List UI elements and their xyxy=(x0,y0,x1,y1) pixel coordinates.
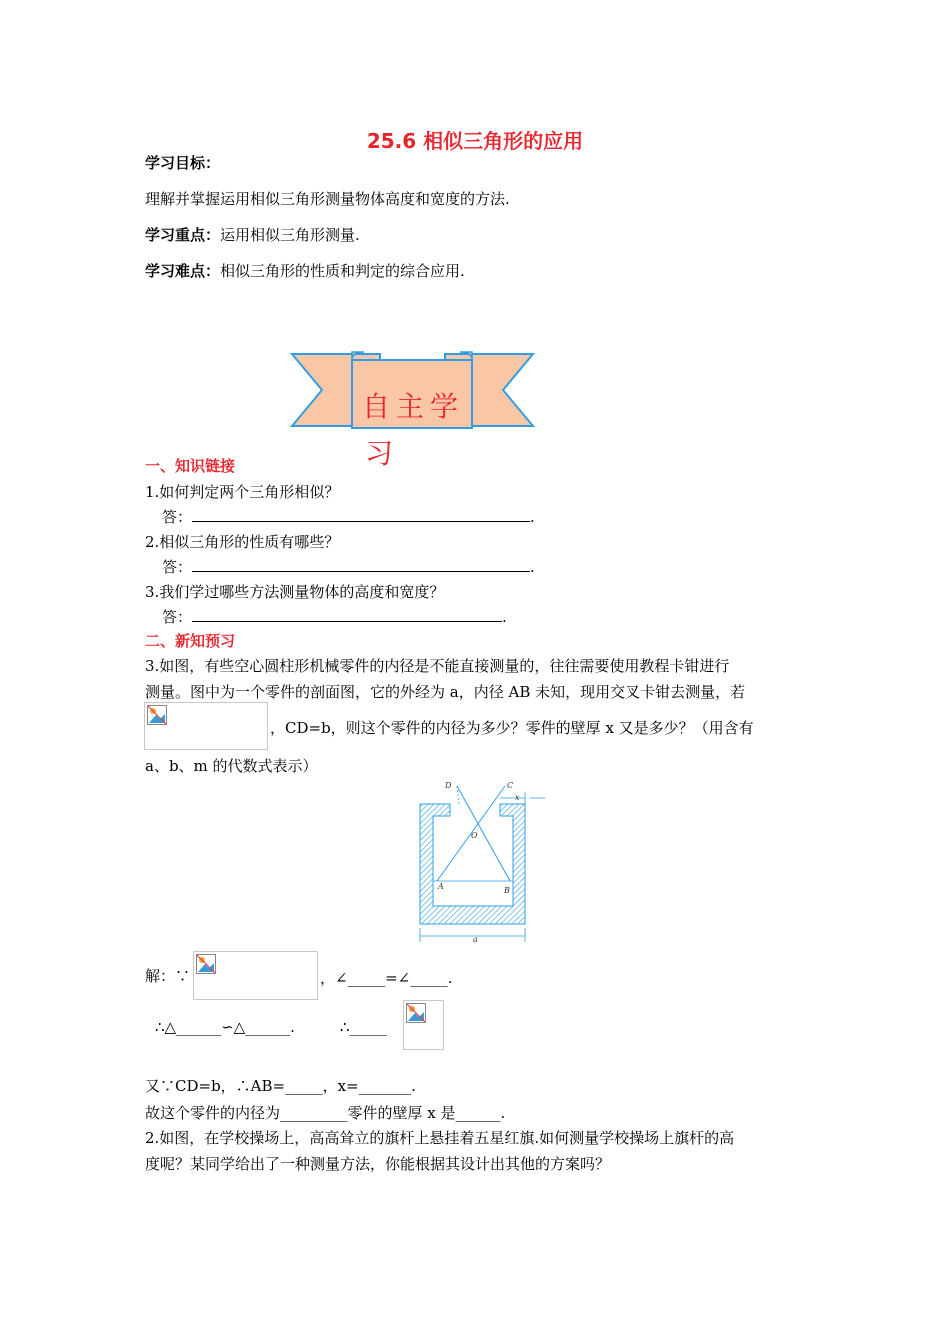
section1-q1: 1.如何判定两个三角形相似？ xyxy=(145,483,340,501)
goals-heading: 学习目标： xyxy=(145,154,221,172)
focus-label: 学习重点： xyxy=(145,226,221,244)
page-title: 25.6 相似三角形的应用 xyxy=(366,129,584,153)
section1-a2: 答： . xyxy=(162,558,535,576)
answer-label: 答： xyxy=(162,558,193,576)
label-B: B xyxy=(504,886,510,895)
banner-title-wrap: 习 xyxy=(365,437,400,470)
label-D: D xyxy=(445,781,452,790)
solution-prefix: 解：∵ xyxy=(145,967,191,985)
broken-image-icon xyxy=(196,954,216,974)
broken-image-icon xyxy=(147,705,167,725)
section2-p4: a、b、m 的代数式表示） xyxy=(145,757,318,775)
section2-p2: 测量。图中为一个零件的剖面图，它的外经为 a，内径 AB 未知，现用交叉卡钳去测量，若 xyxy=(145,683,746,701)
section2-p3: ，CD=b，则这个零件的内径为多少？零件的壁厚 x 又是多少？（用含有 xyxy=(270,719,754,737)
answer-blank[interactable] xyxy=(192,607,502,622)
section2-p1: 3.如图，有些空心圆柱形机械零件的内径是不能直接测量的，往往需要使用教程卡钳进行 xyxy=(145,657,730,675)
answer-blank[interactable] xyxy=(192,507,530,522)
broken-image-icon xyxy=(406,1003,426,1023)
section1-a3: 答： . xyxy=(162,608,507,626)
solution-similar: ∴△______∽△______. xyxy=(155,1018,295,1036)
section1-q2: 2.相似三角形的性质有哪些？ xyxy=(145,533,340,551)
goals-text: 理解并掌握运用相似三角形测量物体高度和宽度的方法. xyxy=(145,190,510,208)
label-a: a xyxy=(473,935,478,944)
label-A: A xyxy=(438,882,444,891)
section2-heading: 二、新知预习 xyxy=(145,632,236,650)
broken-image xyxy=(193,951,318,1000)
answer-label: 答： xyxy=(162,508,193,526)
focus-text: 运用相似三角形测量. xyxy=(220,226,360,244)
section1-q3: 3.我们学过哪些方法测量物体的高度和宽度？ xyxy=(145,583,445,601)
broken-image xyxy=(144,702,268,750)
label-C: C xyxy=(507,781,514,790)
solution-line4: 故这个零件的内径为_________零件的壁厚 x 是______. xyxy=(145,1104,506,1122)
difficulty-text: 相似三角形的性质和判定的综合应用. xyxy=(220,262,465,280)
banner-title: 自主学 xyxy=(362,390,465,423)
difficulty-label: 学习难点： xyxy=(145,262,221,280)
solution-therefore: ∴_____ xyxy=(340,1018,388,1036)
q2-line2: 度呢？某同学给出了一种测量方法，你能根据其设计出其他的方案吗？ xyxy=(145,1155,611,1173)
difficulty-line xyxy=(145,261,465,281)
focus-line xyxy=(145,225,360,245)
answer-blank[interactable] xyxy=(192,557,530,572)
q2-line1: 2.如图，在学校操场上，高高耸立的旗杆上悬挂着五星红旗.如何测量学校操场上旗杆的高 xyxy=(145,1129,735,1147)
solution-angles: ，∠_____=∠_____. xyxy=(320,969,453,987)
section1-heading: 一、知识链接 xyxy=(145,457,236,475)
label-x: x xyxy=(515,793,520,802)
label-O: O xyxy=(471,831,478,840)
solution-line3: 又∵CD=b，∴AB=_____，x=_______. xyxy=(145,1077,416,1095)
section1-a1: 答： . xyxy=(162,508,535,526)
caliper-figure xyxy=(405,776,550,944)
broken-image xyxy=(403,1000,444,1050)
answer-label: 答： xyxy=(162,608,193,626)
